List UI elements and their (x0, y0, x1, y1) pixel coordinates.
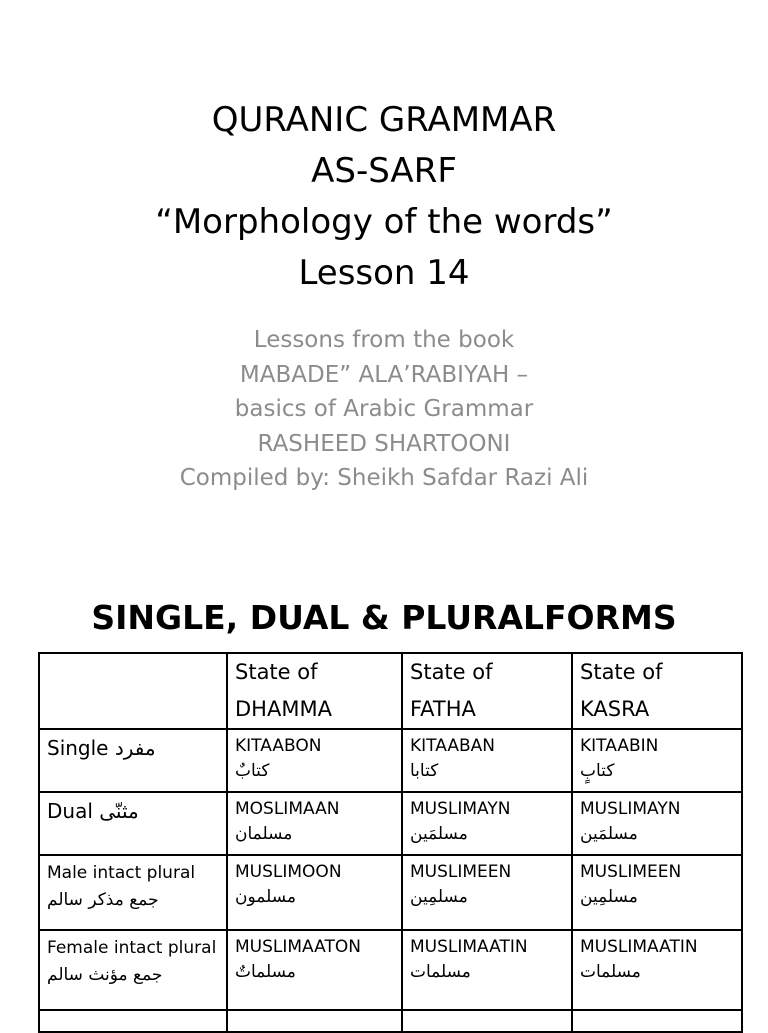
header-line: State of (235, 660, 318, 684)
header-line: DHAMMA (235, 697, 332, 721)
title-line: QURANIC GRAMMAR (211, 100, 557, 140)
row-label-single (39, 729, 227, 792)
row-label-dual (39, 792, 227, 855)
cell-arabic: مسلمون (235, 887, 296, 907)
title-line: Lesson 14 (298, 253, 470, 293)
row-label-en: Dual (47, 799, 93, 823)
subtitle-line: Compiled by: Sheikh Safdar Razi Ali (179, 465, 589, 491)
cell-arabic: كتابٍ (580, 761, 615, 781)
row-label-en: Single (47, 736, 109, 760)
table-cell (402, 729, 572, 792)
table-cell (572, 930, 742, 1010)
cell-arabic: كتابٌ (235, 761, 270, 781)
cell-latin: KITAABIN (580, 736, 659, 756)
header-corner-cell (39, 653, 227, 729)
cell-latin: MUSLIMAATIN (410, 937, 528, 957)
table-slide-heading: SINGLE, DUAL & PLURALFORMS (91, 598, 677, 637)
title-line: “Morphology of the words” (155, 202, 613, 242)
table-cell-empty (39, 1010, 227, 1032)
cell-arabic: مسلمِين (580, 887, 638, 907)
cell-latin: MUSLIMOON (235, 862, 342, 882)
cell-latin: KITAABON (235, 736, 322, 756)
cell-latin: MUSLIMEEN (410, 862, 512, 882)
table-row (39, 792, 742, 855)
cell-arabic: مسلمَين (580, 824, 638, 844)
table-row (39, 729, 742, 792)
subtitle-line: RASHEED SHARTOONI (257, 430, 511, 457)
row-label-en: Female intact plural (47, 938, 217, 958)
table-cell (227, 855, 402, 930)
header-line: KASRA (580, 697, 650, 721)
cell-arabic: مسلماتٌ (235, 962, 296, 982)
table-cell-empty (227, 1010, 402, 1032)
cell-latin: MUSLIMAYN (410, 799, 511, 819)
cell-arabic: مسلمان (235, 824, 293, 844)
header-cell-fatha (402, 653, 572, 729)
cell-latin: MUSLIMAATIN (580, 937, 698, 957)
table-cell (402, 792, 572, 855)
cell-arabic: مسلمَين (410, 824, 468, 844)
table-row (39, 930, 742, 1010)
cell-arabic: مسلمات (410, 962, 471, 982)
header-line: State of (410, 660, 493, 684)
row-label-female-plural (39, 930, 227, 1010)
table-cell-empty (402, 1010, 572, 1032)
table-cell-empty (572, 1010, 742, 1032)
title-line: AS-SARF (311, 151, 457, 191)
cell-arabic: مسلمِين (410, 887, 468, 907)
table-cell (227, 729, 402, 792)
header-line: State of (580, 660, 663, 684)
cell-latin: MUSLIMAATON (235, 937, 361, 957)
forms-table (38, 652, 743, 1033)
header-cell-kasra (572, 653, 742, 729)
row-label-ar: جمع مذكر سالم (47, 890, 159, 910)
row-label-ar: جمع مؤنث سالم (47, 965, 163, 985)
row-label-male-plural (39, 855, 227, 930)
row-label-en: Male intact plural (47, 863, 196, 883)
subtitle-line: basics of Arabic Grammar (234, 396, 534, 422)
table-cell (572, 855, 742, 930)
table-header-row (39, 653, 742, 729)
cell-latin: MUSLIMEEN (580, 862, 682, 882)
slide-subtitle (0, 323, 768, 496)
slide-title (0, 95, 768, 299)
table-cell (227, 792, 402, 855)
table-cell (402, 855, 572, 930)
subtitle-line: MABADE” ALA’RABIYAH – (239, 361, 529, 388)
subtitle-line: Lessons from the book (253, 327, 515, 353)
cell-latin: KITAABAN (410, 736, 495, 756)
table-cell (227, 930, 402, 1010)
table-cell (572, 729, 742, 792)
header-cell-dhamma (227, 653, 402, 729)
cell-latin: MOSLIMAAN (235, 799, 340, 819)
row-label-ar: مثنّى (99, 799, 139, 823)
row-label-ar: مفرد (114, 736, 156, 760)
table-row (39, 855, 742, 930)
cell-arabic: مسلمات (580, 962, 641, 982)
table-cell (402, 930, 572, 1010)
header-line: FATHA (410, 697, 476, 721)
table-cell (572, 792, 742, 855)
cell-arabic: كتابا (410, 761, 439, 781)
cell-latin: MUSLIMAYN (580, 799, 681, 819)
table-row-partial (39, 1010, 742, 1032)
